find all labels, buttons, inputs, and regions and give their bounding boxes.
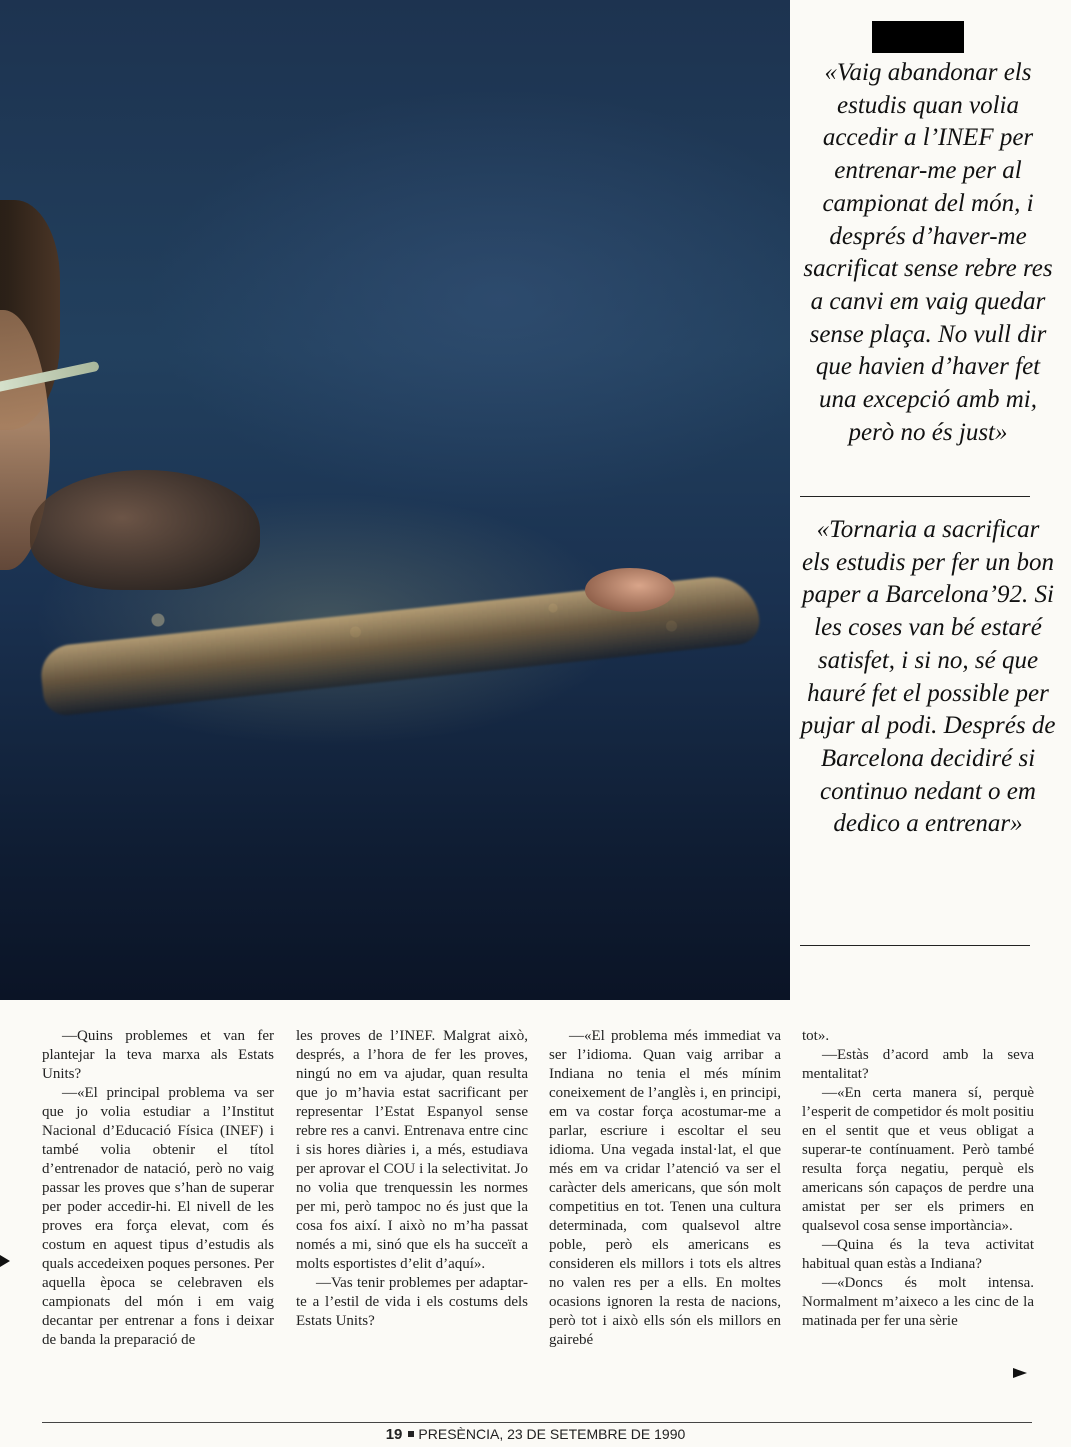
paragraph: —Quins problemes et van fer plantejar la teva marxa als Estats Units? (42, 1028, 274, 1082)
article-column-3 (549, 1027, 781, 1350)
redaction-box (872, 21, 964, 53)
article-column-4 (802, 1027, 1034, 1331)
paragraph: —«En certa manera sí, perquè l’esperit de competidor és molt positiu en el sentit que et veus obligat a superar-te contínuament. Però també resulta força negatiu, perquè els americans són capaços de perdre una amistat per ser els primers en qualsevol cosa sense importància». (802, 1085, 1034, 1234)
page-footer (0, 1426, 1071, 1443)
swimmer-hand (585, 568, 675, 612)
paragraph: —Estàs d’acord amb la seva mentalitat? (802, 1047, 1034, 1082)
footer-divider (42, 1422, 1032, 1423)
article-column-2 (296, 1027, 528, 1331)
page-number: 19 (385, 1426, 403, 1443)
continue-arrow-icon (1013, 1368, 1027, 1378)
pull-quote-2: «Tornaria a sacrificar els estudis per fer un bon paper a Barcelona’92. Si les coses van bé estaré satisfet, i si no, sé que hauré fet el possible per pujar al podi. Després de Barcelona decidiré si continuo nedant o em dedico a entrenar» (800, 516, 1056, 838)
paragraph: —Vas tenir problemes per adaptar-te a l’estil de vida i els costums dels Estats Units? (296, 1275, 528, 1329)
paragraph: —«Doncs és molt intensa. Normalment m’aixeco a les cinc de la matinada per fer una sèrie (802, 1275, 1034, 1329)
publication-info: PRESÈNCIA, 23 DE SETEMBRE DE 1990 (418, 1426, 686, 1442)
paragraph: —«El problema més immediat va ser l’idioma. Quan vaig arribar a Indiana no tenia el més mínim coneixement de l’anglès i, en principi, em va costar força acostumar-me a parlar, escriure i escoltar el seu idioma. Una vegada instal·lat, el que més em va cridar l’atenció va ser el caràcter dels americans, que són molt competitius en tot. Tenen una cultura determinada, com qualsevol altre poble, però els americans es consideren els millors i tots els altres no valen res per a ells. En moltes ocasions ignoren la resta de nacions, però tot i això ells són els millors en gairebé (549, 1028, 781, 1348)
pull-quote-1: «Vaig abandonar els estudis quan volia accedir a l’INEF per entrenar-me per al campionat del món, i després d’haver-me sacrificat sense rebre res a canvi em vaig quedar sense plaça. No vull dir que havien d’haver fet una excepció amb mi, però no és just» (803, 59, 1053, 446)
square-bullet-icon (408, 1431, 414, 1437)
arrow-left-icon (0, 1255, 10, 1267)
paragraph: tot». (802, 1028, 830, 1044)
divider (800, 496, 1030, 497)
paragraph: les proves de l’INEF. Malgrat això, després, a l’hora de fer les proves, ningú no em va ajudar, quan resulta que jo m’havia estat sacrificant per representar l’Estat Espanyol sense rebre res a canvi. Entrenava entre cinc i sis hores diàries i, a més, estudiava per aprovar el COU i la selectivitat. Jo no volia que trenquessin les normes per mi, però tampoc no és just que la cosa fos així. I això no m’ha passat només a mi, sinó que els ha succeït a molts esportistes d’elit d’aquí». (296, 1028, 528, 1272)
paragraph: —«El principal problema va ser que jo volia estudiar a l’Institut Nacional d’Educació Física (INEF) i també volia obtenir el títol d’entrenador de natació, però no vaig passar les proves que s’han de superar per poder accedir-hi. El nivell de les proves era força elevat, com és costum en aquest tipus d’estudis als quals accedeixen poques persones. Per aquella època se celebraven els campionats del món i em vaig decantar per entrenar a fons i deixar de banda la preparació de (42, 1085, 275, 1348)
divider (800, 945, 1030, 946)
article-column-1 (42, 1027, 274, 1350)
paragraph: —Quina és la teva activitat habitual quan estàs a Indiana? (802, 1237, 1034, 1272)
